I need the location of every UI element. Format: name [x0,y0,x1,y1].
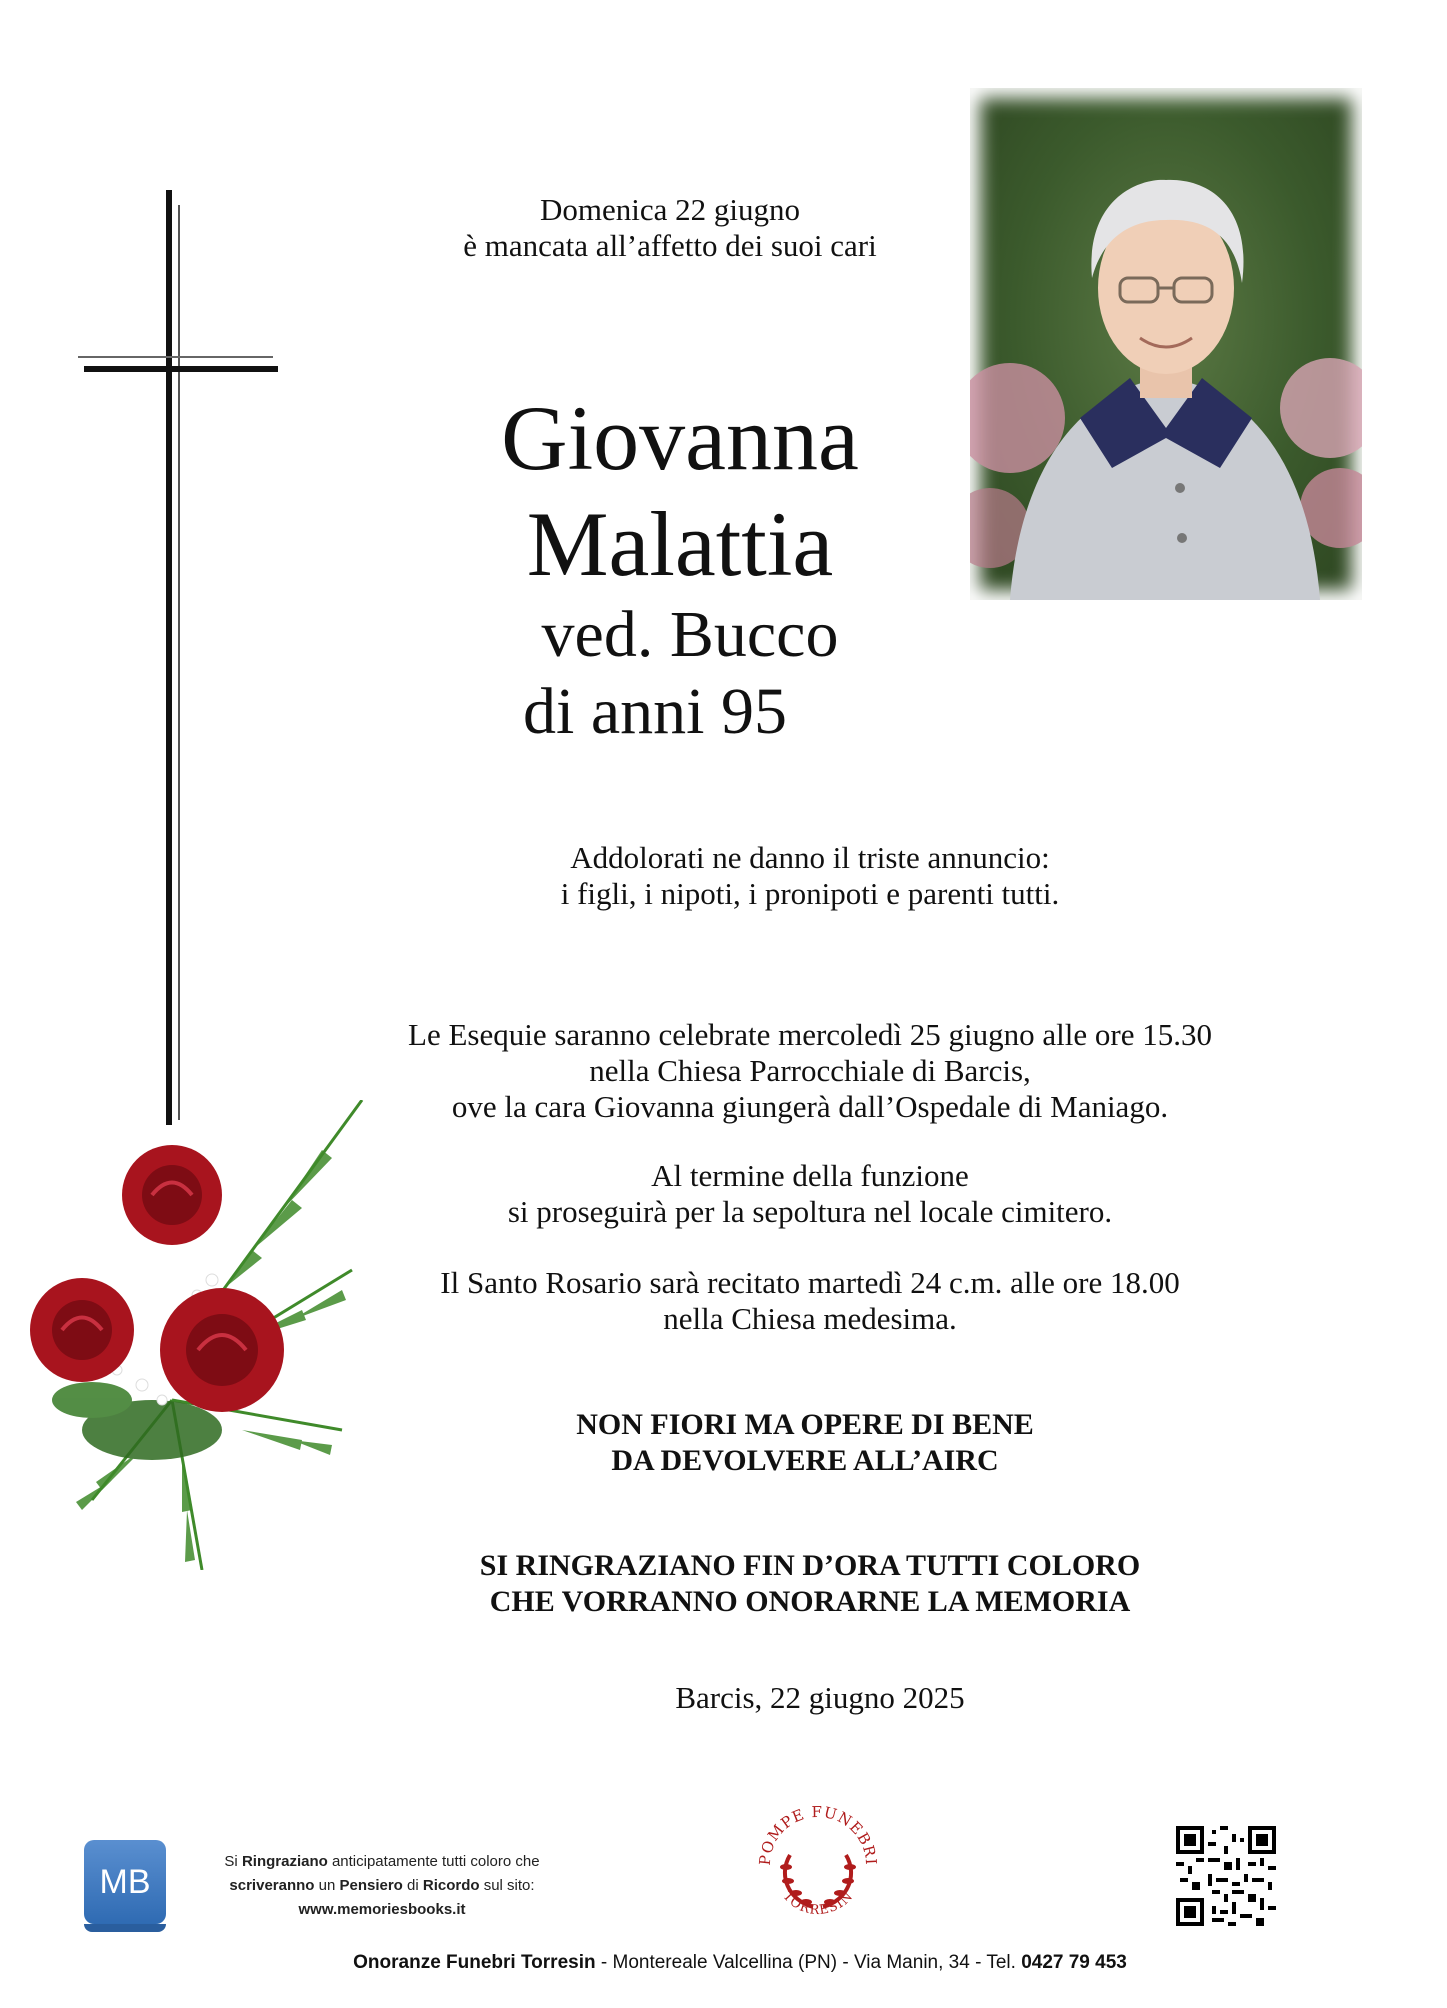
memoriesbooks-website-link[interactable]: www.memoriesbooks.it [298,1901,466,1918]
funeral-line-2: nella Chiesa Parrocchiale di Barcis, [589,1053,1031,1088]
pompe-funebri-emblem [748,1795,888,1935]
rosary-line-2: nella Chiesa medesima. [663,1301,957,1336]
company-address: - Montereale Valcellina (PN) - Via Manin, 34 - Tel. [595,1952,1022,1973]
rose-flowers [30,1145,284,1412]
burial-details [440,1158,1180,1230]
company-phone[interactable]: 0427 79 453 [1021,1952,1127,1973]
intro-line-1: Domenica 22 giugno [539,192,800,227]
roses-bouquet-image [22,1100,372,1570]
thanks-notice [380,1548,1240,1620]
mb-text-scriveranno: scriveranno [229,1877,315,1894]
company-name: Onoranze Funebri Torresin [353,1952,596,1973]
memoriesbooks-message [182,1850,582,1922]
widow-of: ved. Bucco [541,598,839,671]
no-flowers-line-2: DA DEVOLVERE ALL’AIRC [611,1444,999,1477]
burial-line-1: Al termine della funzione [651,1158,969,1193]
burial-line-2: si proseguirà per la sepoltura nel locale cimitero. [507,1194,1113,1229]
cross-horizontal-shadow [78,356,273,358]
cross-horizontal-bar [84,366,278,372]
svg-text:POMPE FUNEBRI [756,1803,880,1866]
thanks-line-1: SI RINGRAZIANO FIN D’ORA TUTTI COLORO [479,1549,1141,1582]
svg-text:TORRESIN [780,1889,857,1919]
deceased-portrait-photo [970,88,1362,600]
last-name: Malattia [526,493,834,595]
no-flowers-notice [420,1407,1190,1479]
rosary-line-1: Il Santo Rosario sarà recitato martedì 24 c.m. alle ore 18.00 [440,1265,1180,1300]
announce-line-1: Addolorati ne danno il triste annuncio: [570,840,1050,875]
mb-text-di: di [402,1877,423,1894]
deceased-name [420,385,940,597]
intro-text [420,192,920,264]
mb-text-un: un [314,1877,340,1894]
mb-text-sul-sito: sul sito: [479,1877,535,1894]
first-name: Giovanna [501,387,859,489]
mb-text-rest: anticipatamente tutti coloro che [327,1853,540,1870]
funeral-line-3: ove la cara Giovanna giungerà dall’Ospedale di Maniago. [451,1089,1169,1124]
memoriesbooks-logo: MB [84,1840,166,1924]
pompe-emblem-bottom-text: TORRESIN [779,1888,857,1919]
mb-text-si: Si [224,1853,242,1870]
funeral-details [340,1017,1280,1125]
portrait-illustration [970,88,1362,600]
cross-vertical-bar [166,190,172,1125]
announcement [480,840,1140,912]
mb-text-ringraziano: Ringraziano [241,1853,328,1870]
thanks-line-2: CHE VORRANNO ONORARNE LA MEMORIA [489,1585,1131,1618]
announce-line-2: i figli, i nipoti, i pronipoti e parenti tutti. [560,876,1060,911]
place-date: Barcis, 22 giugno 2025 [675,1680,965,1715]
age: di anni 95 [523,675,787,748]
funeral-line-1: Le Esequie saranno celebrate mercoledì 25 giugno alle ore 15.30 [408,1017,1212,1052]
mb-text-ricordo: Ricordo [422,1877,480,1894]
rosary-details [380,1265,1240,1337]
mb-text-pensiero: Pensiero [339,1877,403,1894]
pompe-emblem-top-text: POMPE FUNEBRI [755,1802,881,1867]
intro-line-2: è mancata all’affetto dei suoi cari [463,228,877,263]
company-footer [240,1950,1240,1976]
cross-vertical-shadow [178,205,180,1120]
no-flowers-line-1: NON FIORI MA OPERE DI BENE [576,1408,1034,1441]
qr-code[interactable] [1176,1826,1276,1926]
